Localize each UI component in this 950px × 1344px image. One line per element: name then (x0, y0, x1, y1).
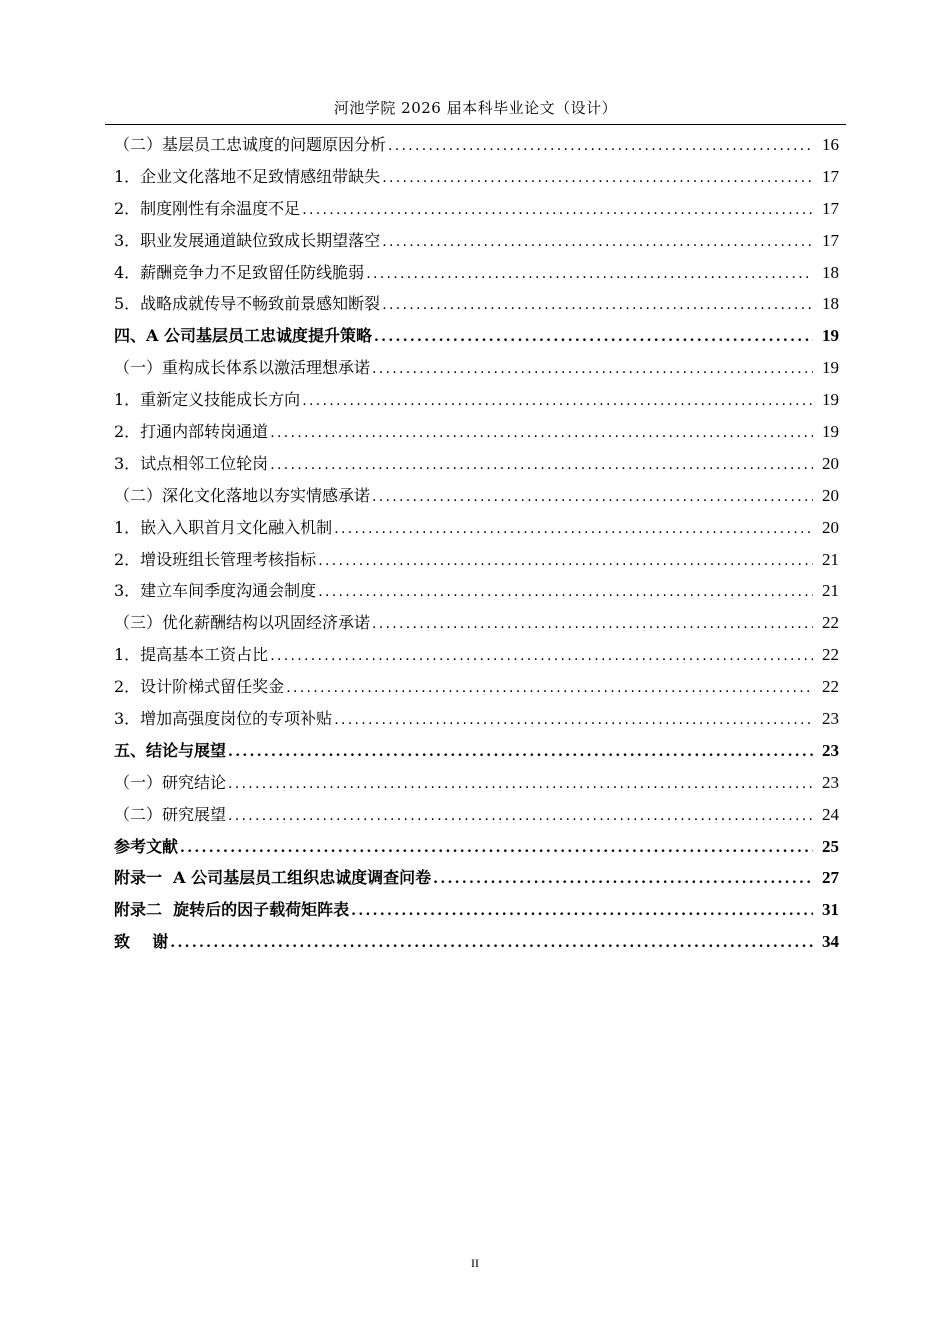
toc-entry-title: 1．企业文化落地不足致情感纽带缺失 (114, 166, 381, 186)
toc-entry-title: 附录一 A 公司基层员工组织忠诚度调查问卷 (114, 868, 432, 888)
toc-entry-title: 2．设计阶梯式留任奖金 (114, 677, 285, 697)
toc-entry[interactable] (114, 288, 839, 320)
toc-entry[interactable] (114, 257, 839, 289)
toc-dot-leader (318, 577, 813, 609)
toc-dot-leader (382, 163, 813, 195)
toc-entry-title: 3．建立车间季度沟通会制度 (114, 581, 317, 601)
toc-entry-page: 31 (822, 900, 839, 920)
toc-dot-leader (334, 514, 813, 546)
toc-entry[interactable] (114, 831, 839, 863)
toc-entry[interactable] (114, 480, 839, 512)
toc-entry-page: 20 (822, 485, 839, 505)
toc-entry-page: 18 (822, 262, 839, 282)
toc-entry-page: 22 (822, 645, 839, 665)
toc-entry-page: 17 (822, 230, 839, 250)
toc-entry-title: 2．打通内部转岗通道 (114, 422, 269, 442)
toc-entry-title: 1．重新定义技能成长方向 (114, 390, 301, 410)
toc-entry[interactable] (114, 575, 839, 607)
toc-entry[interactable] (114, 767, 839, 799)
toc-entry[interactable] (114, 225, 839, 257)
toc-dot-leader (374, 322, 813, 354)
toc-entry-title: （三）优化薪酬结构以巩固经济承诺 (114, 613, 371, 633)
toc-dot-leader (170, 928, 813, 960)
toc-entry-page: 25 (822, 836, 839, 856)
toc-entry[interactable] (114, 384, 839, 416)
toc-entry-title: 致 谢 (114, 932, 169, 952)
toc-entry-title: 1．嵌入入职首月文化融入机制 (114, 517, 333, 537)
toc-dot-leader (351, 896, 813, 928)
toc-entry-page: 34 (822, 932, 839, 952)
toc-dot-leader (388, 131, 813, 163)
toc-dot-leader (382, 227, 813, 259)
toc-dot-leader (270, 450, 813, 482)
toc-dot-leader (270, 641, 813, 673)
toc-entry-page: 22 (822, 613, 839, 633)
toc-dot-leader (366, 259, 813, 291)
toc-entry-title: （一）重构成长体系以激活理想承诺 (114, 358, 371, 378)
toc-entry-title: 参考文献 (114, 836, 179, 856)
page-number: II (471, 1256, 479, 1270)
toc-entry[interactable] (114, 129, 839, 161)
toc-entry[interactable] (114, 799, 839, 831)
toc-entry-page: 19 (822, 390, 839, 410)
toc-entry-page: 23 (822, 740, 839, 760)
toc-entry[interactable] (114, 320, 839, 352)
toc-entry[interactable] (114, 416, 839, 448)
toc-entry-title: 1．提高基本工资占比 (114, 645, 269, 665)
toc-dot-leader (286, 673, 813, 705)
toc-entry-title: 5．战略成就传导不畅致前景感知断裂 (114, 294, 381, 314)
toc-entry-title: 附录二 旋转后的因子载荷矩阵表 (114, 900, 350, 920)
toc-entry[interactable] (114, 735, 839, 767)
toc-dot-leader (372, 609, 813, 641)
toc-entry-title: 2．增设班组长管理考核指标 (114, 549, 317, 569)
toc-entry[interactable] (114, 671, 839, 703)
toc-entry[interactable] (114, 926, 839, 958)
toc-dot-leader (270, 418, 813, 450)
toc-entry-page: 24 (822, 804, 839, 824)
toc-entry-title: （二）深化文化落地以夯实情感承诺 (114, 485, 371, 505)
toc-entry-title: （二）基层员工忠诚度的问题原因分析 (114, 135, 387, 154)
page-header: 河池学院 2026 届本科毕业论文（设计） (333, 99, 618, 117)
toc-entry-page: 19 (822, 326, 839, 346)
toc-entry-page: 22 (822, 677, 839, 697)
toc-entry-page: 16 (822, 135, 839, 154)
toc-dot-leader (302, 195, 813, 227)
toc-entry[interactable] (114, 448, 839, 480)
toc-entry[interactable] (114, 544, 839, 576)
toc-entry-page: 21 (822, 549, 839, 569)
toc-dot-leader (372, 354, 813, 386)
toc-entry-title: （二）研究展望 (114, 804, 227, 824)
toc-entry[interactable] (114, 703, 839, 735)
toc-entry[interactable] (114, 512, 839, 544)
toc-dot-leader (382, 290, 813, 322)
toc-entry-title: 四、A 公司基层员工忠诚度提升策略 (114, 326, 372, 346)
toc-entry-title: 五、结论与展望 (114, 740, 227, 760)
toc-dot-leader (228, 769, 813, 801)
toc-entry-page: 17 (822, 166, 839, 186)
toc-dot-leader (302, 386, 813, 418)
toc-entry-page: 21 (822, 581, 839, 601)
toc-entry-page: 20 (822, 517, 839, 537)
header-rule (105, 124, 846, 125)
toc-entry[interactable] (114, 607, 839, 639)
toc-entry-page: 20 (822, 453, 839, 473)
toc-dot-leader (180, 833, 813, 865)
toc-dot-leader (318, 546, 813, 578)
toc-entry[interactable] (114, 862, 839, 894)
toc-dot-leader (433, 864, 813, 896)
toc-dot-leader (228, 801, 813, 833)
toc-entry-page: 19 (822, 422, 839, 442)
toc-entry-title: 3．增加高强度岗位的专项补贴 (114, 709, 333, 729)
toc-dot-leader (228, 737, 813, 769)
toc-entry-title: （一）研究结论 (114, 772, 227, 792)
toc-entry[interactable] (114, 193, 839, 225)
toc-entry-title: 3．试点相邻工位轮岗 (114, 453, 269, 473)
toc-entry[interactable] (114, 352, 839, 384)
toc-entry-page: 18 (822, 294, 839, 314)
toc-entry[interactable] (114, 639, 839, 671)
toc-entry-title: 2．制度刚性有余温度不足 (114, 198, 301, 218)
toc-dot-leader (372, 482, 813, 514)
toc-entry[interactable] (114, 161, 839, 193)
table-of-contents (114, 129, 839, 958)
toc-entry-page: 17 (822, 198, 839, 218)
toc-entry-page: 27 (822, 868, 839, 888)
toc-entry-page: 23 (822, 709, 839, 729)
toc-entry-title: 4．薪酬竞争力不足致留任防线脆弱 (114, 262, 365, 282)
toc-dot-leader (334, 705, 813, 737)
toc-entry[interactable] (114, 894, 839, 926)
toc-entry-page: 19 (822, 358, 839, 378)
toc-entry-title: 3．职业发展通道缺位致成长期望落空 (114, 230, 381, 250)
toc-entry-page: 23 (822, 772, 839, 792)
